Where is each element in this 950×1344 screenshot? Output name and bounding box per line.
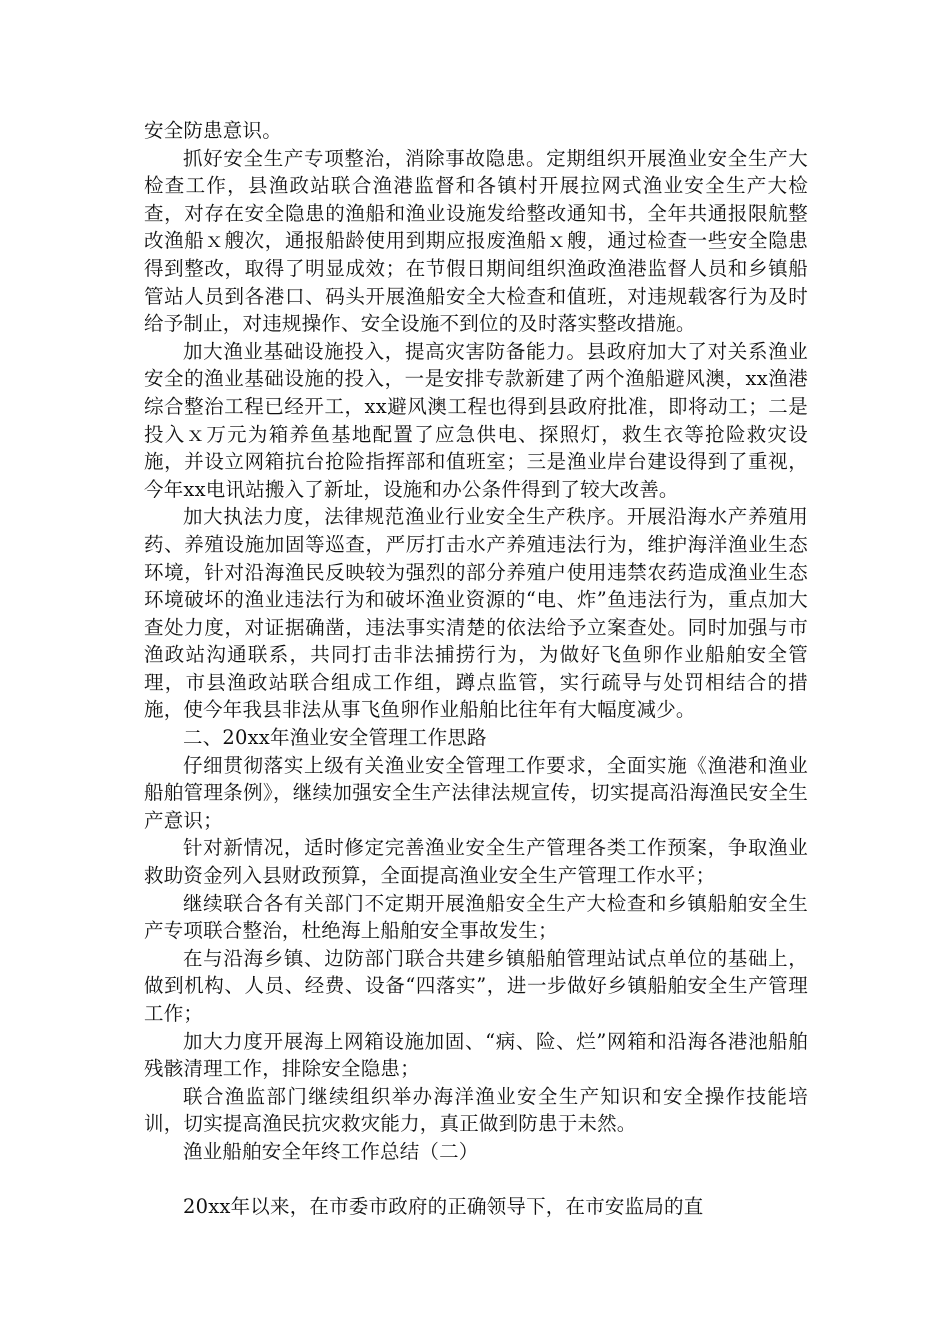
paragraph-plan-item-6: 联合渔监部门继续组织举办海洋渔业安全生产知识和安全操作技能培训，切实提高渔民抗灾救灾能力，真正做到防患于未然。 — [144, 1084, 808, 1136]
paragraph-safety-rectification: 抓好安全生产专项整治，消除事故隐患。定期组织开展渔业安全生产大检查工作，县渔政站联合渔港监督和各镇村开展拉网式渔业安全生产大检查，对存在安全隐患的渔船和渔业设施发给整改通知书，全年共通报限航整改渔船ｘ艘次，通报船龄使用到期应报废渔船ｘ艘，通过检查一些安全隐患得到整改，取得了明显成效；在节假日期间组织渔政渔港监督人员和乡镇船管站人员到各港口、码头开展渔船安全大检查和值班，对违规载客行为及时给予制止，对违规操作、安全设施不到位的及时落实整改措施。 — [144, 146, 808, 336]
section-heading-work-plan: 二、20xx年渔业安全管理工作思路 — [183, 726, 487, 750]
paragraph-plan-item-3: 继续联合各有关部门不定期开展渔船安全生产大检查和乡镇船舶安全生产专项联合整治，杜绝海上船舶安全事故发生； — [144, 891, 808, 943]
paragraph-infrastructure-investment: 加大渔业基础设施投入，提高灾害防备能力。县政府加大了对关系渔业安全的渔业基础设施的投入，一是安排专款新建了两个渔船避风澳，xx渔港综合整治工程已经开工，xx避风澳工程也得到县政府批准，即将动工；二是投入ｘ万元为箱养鱼基地配置了应急供电、探照灯，救生衣等抢险救灾设施，并设立网箱抗台抢险指挥部和值班室；三是渔业岸台建设得到了重视，今年xx电讯站搬入了新址，设施和办公条件得到了较大改善。 — [144, 339, 808, 501]
paragraph-summary-intro: 20xx年以来，在市委市政府的正确领导下，在市安监局的直 — [183, 1195, 704, 1219]
paragraph-plan-item-4: 在与沿海乡镇、边防部门联合共建乡镇船舶管理站试点单位的基础上，做到机构、人员、经费、设备“四落实”，进一步做好乡镇船舶安全生产管理工作； — [144, 946, 808, 1025]
paragraph-continuation: 安全防患意识。 — [144, 119, 282, 142]
paragraph-plan-item-5: 加大力度开展海上网箱设施加固、“病、险、烂”网箱和沿海各港池船舶残骸清理工作，排除安全隐患； — [144, 1029, 808, 1081]
paragraph-plan-item-1: 仔细贯彻落实上级有关渔业安全管理工作要求，全面实施《渔港和渔业船舶管理条例》，继续加强安全生产法律法规宣传，切实提高沿海渔民安全生产意识； — [144, 753, 808, 832]
paragraph-plan-item-2: 针对新情况，适时修定完善渔业安全生产管理各类工作预案，争取渔业救助资金列入县财政预算，全面提高渔业安全生产管理工作水平； — [144, 836, 808, 888]
blank-line — [144, 1166, 808, 1194]
document-body — [144, 117, 808, 1221]
paragraph-law-enforcement: 加大执法力度，法律规范渔业行业安全生产秩序。开展沿海水产养殖用药、养殖设施加固等巡查，严厉打击水产养殖违法行为，维护海洋渔业生态环境，针对沿海渔民反映较为强烈的部分养殖户使用违禁农药造成渔业生态环境破坏的渔业违法行为和破坏渔业资源的“电、炸”鱼违法行为，重点加大查处力度，对证据确凿，违法事实清楚的依法给予立案查处。同时加强与市渔政站沟通联系，共同打击非法捕捞行为，为做好飞鱼卵作业船舶安全管理，市县渔政站联合组成工作组，蹲点监管，实行疏导与处罚相结合的措施，使今年我县非法从事飞鱼卵作业船舶比往年有大幅度减少。 — [144, 505, 808, 722]
section-heading-summary-two: 渔业船舶安全年终工作总结（二） — [183, 1139, 479, 1163]
